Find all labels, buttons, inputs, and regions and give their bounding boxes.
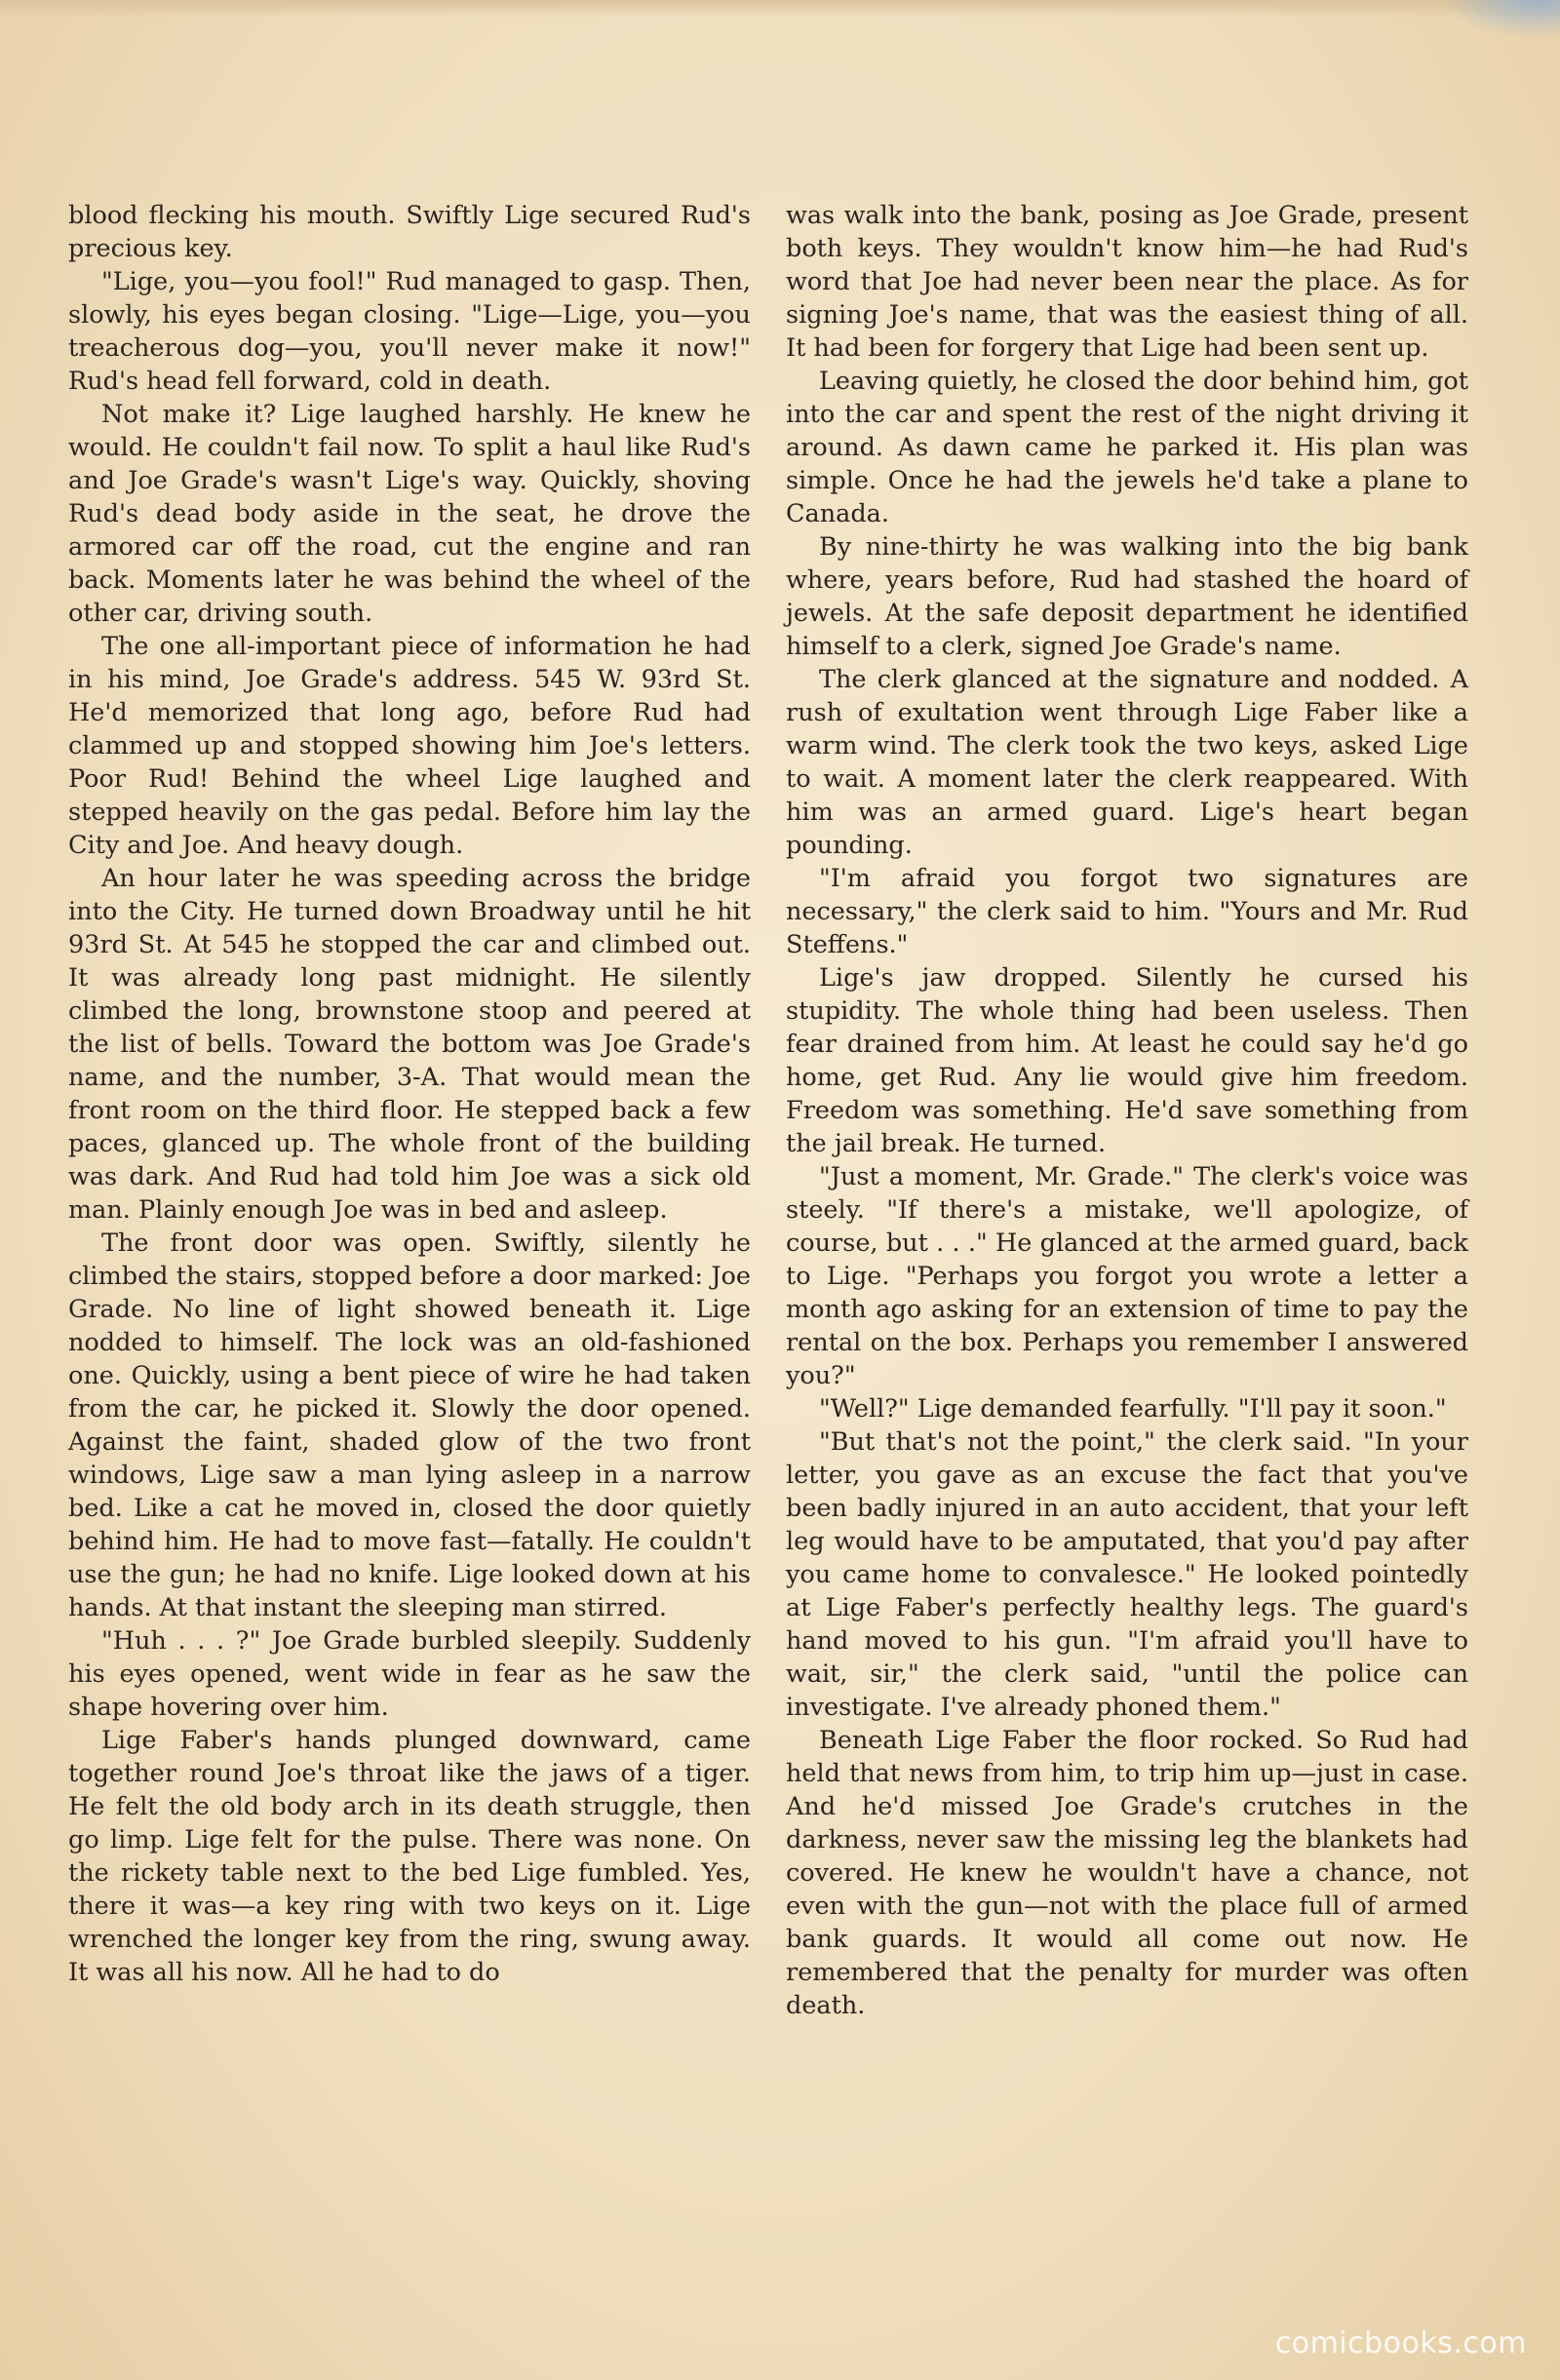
paragraph: The one all-important piece of information he had in his mind, Joe Grade's address. 545 W. 93rd St. He'd memorized that long ago, before Rud had clammed up and stopped showing him Joe's letters. Poor Rud! Behind the wheel Lige laughed and stepped heavily on the gas pedal. Before him lay the City and Joe. And heavy dough. xyxy=(68,632,751,860)
paragraph: was walk into the bank, posing as Joe Grade, present both keys. They wouldn't know him—he had Rud's word that Joe had never been near the place. As for signing Joe's name, that was the easiest thing of all. It had been for forgery that Lige had been sent up. xyxy=(786,201,1468,363)
paragraph: "But that's not the point," the clerk said. "In your letter, you gave as an excuse the fact that you've been badly injured in an auto accident, that your left leg would have to be amputated, that you'd pay after you came home to convalesce." He looked pointedly at Lige Faber's perfectly healthy legs. The guard's hand moved to his gun. "I'm afraid you'll have to wait, sir," the clerk said, "until the police can investigate. I've already phoned them." xyxy=(786,1427,1468,1722)
left-text-column xyxy=(68,199,751,1989)
paragraph: Lige Faber's hands plunged downward, came together round Joe's throat like the jaws of a tiger. He felt the old body arch in its death struggle, then go limp. Lige felt for the pulse. There was none. On the rickety table next to the bed Lige fumbled. Yes, there it was—a key ring with two keys on it. Lige wrenched the longer key from the ring, swung away. It was all his now. All he had to do xyxy=(68,1726,751,1987)
paragraph: "Just a moment, Mr. Grade." The clerk's voice was steely. "If there's a mistake, we'll apologize, of course, but . . ." He glanced at the armed guard, back to Lige. "Perhaps you forgot you wrote a letter a month ago asking for an extension of time to pay the rental on the box. Perhaps you remember I answered you?" xyxy=(786,1162,1468,1390)
right-text-column xyxy=(786,199,1468,2022)
paragraph: "Lige, you—you fool!" Rud managed to gasp. Then, slowly, his eyes began closing. "Lige—Lige, you—you treacherous dog—you, you'll never make it now!" Rud's head fell forward, cold in death. xyxy=(68,267,751,396)
site-watermark: comicbooks.com xyxy=(1274,2326,1527,2360)
paragraph: blood flecking his mouth. Swiftly Lige secured Rud's precious key. xyxy=(68,201,751,263)
paragraph: Leaving quietly, he closed the door behind him, got into the car and spent the rest of the night driving it around. As dawn came he parked it. His plan was simple. Once he had the jewels he'd take a plane to Canada. xyxy=(786,367,1468,528)
paragraph: An hour later he was speeding across the bridge into the City. He turned down Broadway until he hit 93rd St. At 545 he stopped the car and climbed out. It was already long past midnight. He silently climbed the long, brownstone stoop and peered at the list of bells. Toward the bottom was Joe Grade's name, and the number, 3-A. That would mean the front room on the third floor. He stepped back a few paces, glanced up. The whole front of the building was dark. And Rud had told him Joe was a sick old man. Plainly enough Joe was in bed and asleep. xyxy=(68,864,751,1225)
paragraph: By nine-thirty he was walking into the big bank where, years before, Rud had stashed the hoard of jewels. At the safe deposit department he identified himself to a clerk, signed Joe Grade's name. xyxy=(786,532,1468,661)
paragraph: "Huh . . . ?" Joe Grade burbled sleepily. Suddenly his eyes opened, went wide in fear as he saw the shape hovering over him. xyxy=(68,1626,751,1722)
paragraph: Not make it? Lige laughed harshly. He knew he would. He couldn't fail now. To split a haul like Rud's and Joe Grade's wasn't Lige's way. Quickly, shoving Rud's dead body aside in the seat, he drove the armored car off the road, cut the engine and ran back. Moments later he was behind the wheel of the other car, driving south. xyxy=(68,400,751,628)
page-top-edge xyxy=(0,0,1560,18)
corner-smudge xyxy=(1443,0,1560,39)
paragraph: "I'm afraid you forgot two signatures are necessary," the clerk said to him. "Yours and Mr. Rud Steffens." xyxy=(786,864,1468,959)
paragraph: Beneath Lige Faber the floor rocked. So Rud had held that news from him, to trip him up—just in case. And he'd missed Joe Grade's crutches in the darkness, never saw the missing leg the blankets had covered. He knew he wouldn't have a chance, not even with the gun—not with the place full of armed bank guards. It would all come out now. He remembered that the penalty for murder was often death. xyxy=(786,1726,1468,2020)
paragraph: The clerk glanced at the signature and nodded. A rush of exultation went through Lige Faber like a warm wind. The clerk took the two keys, asked Lige to wait. A moment later the clerk reappeared. With him was an armed guard. Lige's heart began pounding. xyxy=(786,665,1468,860)
paragraph: The front door was open. Swiftly, silently he climbed the stairs, stopped before a door marked: Joe Grade. No line of light showed beneath it. Lige nodded to himself. The lock was an old-fashioned one. Quickly, using a bent piece of wire he had taken from the car, he picked it. Slowly the door opened. Against the faint, shaded glow of the two front windows, Lige saw a man lying asleep in a narrow bed. Like a cat he moved in, closed the door quietly behind him. He had to move fast—fatally. He couldn't use the gun; he had no knife. Lige looked down at his hands. At that instant the sleeping man stirred. xyxy=(68,1229,751,1622)
paragraph: Lige's jaw dropped. Silently he cursed his stupidity. The whole thing had been useless. Then fear drained from him. At least he could say he'd go home, get Rud. Any lie would give him freedom. Freedom was something. He'd save something from the jail break. He turned. xyxy=(786,963,1468,1158)
paragraph: "Well?" Lige demanded fearfully. "I'll pay it soon." xyxy=(819,1394,1447,1424)
